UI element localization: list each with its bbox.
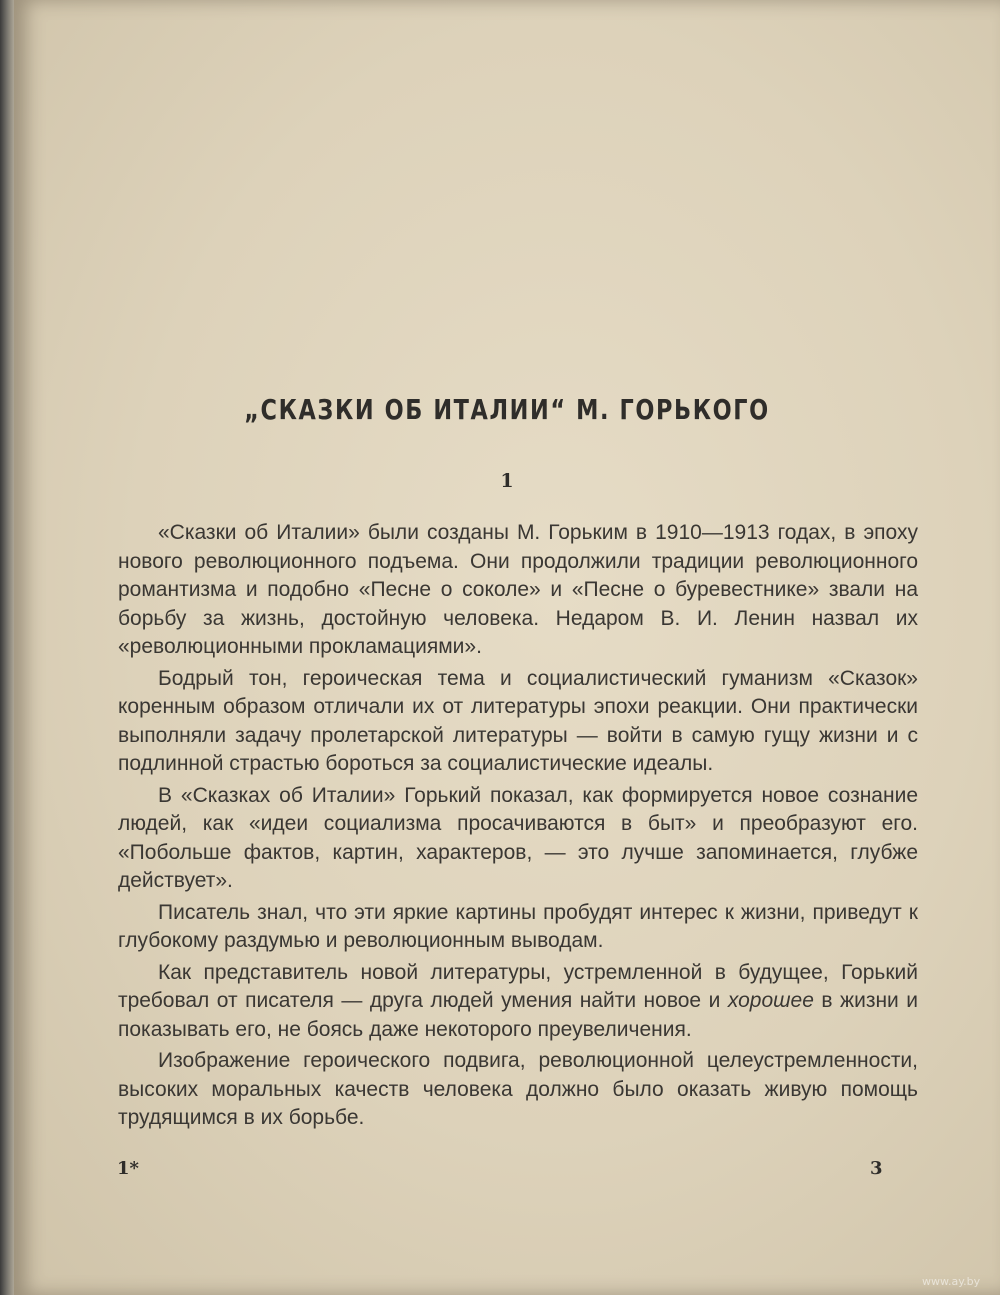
signature-mark: 1* <box>117 1158 139 1179</box>
page-number: 3 <box>870 1158 883 1179</box>
body-text <box>118 519 918 1136</box>
watermark: www.ay.by <box>922 1275 981 1288</box>
paragraph: Писатель знал, что эти яркие картины пробудят интерес к жизни, приведут к глубокому раздумью и революционным выводам. <box>118 900 918 952</box>
paragraph: Как представитель новой литературы, устремленной в будущее, Горький требовал от писателя — друга людей умения найти новое и хорошее в жизни и показывать его, не боясь даже некоторого преувеличения. <box>118 960 919 1041</box>
paragraph: Изображение героического подвига, революционной целеустремленности, высоких моральных качеств человека должно было оказать живую помощь трудящимся в их борьбе. <box>118 1049 918 1129</box>
book-page <box>14 0 1000 1295</box>
paragraph: «Сказки об Италии» были созданы М. Горьким в 1910—1913 годах, в эпоху нового революционного подъема. Они продолжили традиции революционного романтизма и подобно «Песне о соколе» и «Песне о буревестнике» звали на борьбу за жизнь, достойную человека. Недаром В. И. Ленин назвал их «революционными прокламациями». <box>118 521 918 658</box>
section-number: 1 <box>500 470 514 492</box>
paragraph: В «Сказках об Италии» Горький показал, как формируется новое сознание людей, как «идеи социализма просачиваются в быт» и преобразуют его. «Побольше фактов, картин, характеров, — это лучше запоминается, глубже действует». <box>118 783 918 892</box>
chapter-title: „СКАЗКИ ОБ ИТАЛИИ“ М. ГОРЬКОГО <box>244 393 770 426</box>
paragraph: Бодрый тон, героическая тема и социалистический гуманизм «Сказок» коренным образом отличали их от литературы эпохи реакции. Они практически выполняли задачу пролетарской литературы — войти в самую гущу жизни и с подлинной страстью бороться за социалистические идеалы. <box>118 666 918 775</box>
emphasized-word: хорошее <box>727 989 814 1012</box>
